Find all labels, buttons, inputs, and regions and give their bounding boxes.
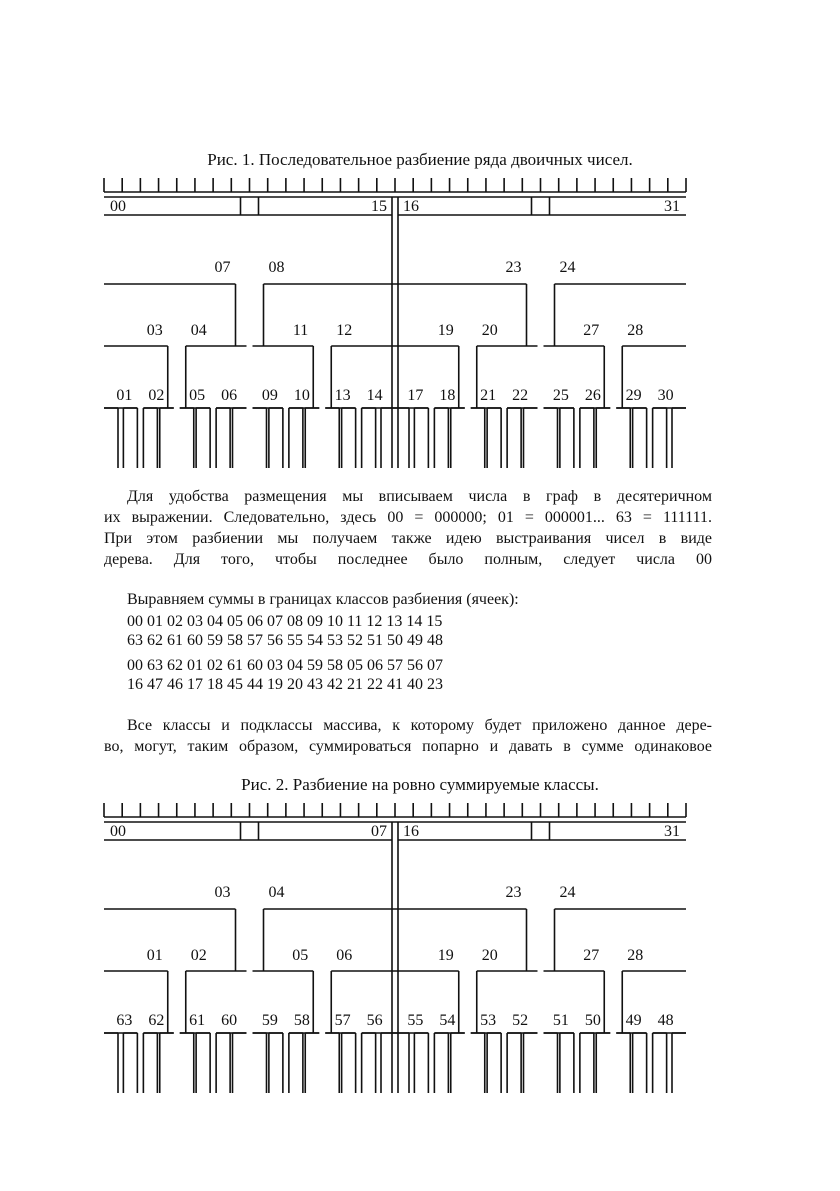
node-number-label: 29 [625, 387, 642, 404]
node-number-label: 51 [552, 1012, 569, 1029]
node-number-label: 59 [261, 1012, 278, 1029]
node-number-label: 31 [664, 198, 680, 215]
node-number-label: 24 [559, 259, 576, 276]
node-number-label: 27 [583, 322, 600, 339]
paragraph-1-line: дерева. Для того, чтобы последнее было полным, следует числа 00 [104, 551, 712, 568]
node-number-label: 20 [481, 947, 498, 964]
sequence-row: 63 62 61 60 59 58 57 56 55 54 53 52 51 50 49 48 [127, 632, 443, 649]
node-number-label: 07 [371, 823, 387, 840]
paragraph-1-line: Для удобства размещения мы вписываем числа в граф в десятеричном [127, 488, 712, 505]
node-number-label: 12 [336, 322, 353, 339]
node-number-label: 04 [190, 322, 207, 339]
node-number-label: 31 [664, 823, 680, 840]
node-number-label: 61 [189, 1012, 206, 1029]
node-number-label: 60 [221, 1012, 238, 1029]
paragraph-2 [104, 715, 712, 757]
node-number-label: 00 [110, 823, 126, 840]
node-number-label: 07 [214, 259, 231, 276]
paragraph-2-line: Все классы и подклассы массива, к которому будет приложено данное дере- [127, 717, 712, 734]
node-number-label: 03 [214, 884, 231, 901]
node-number-label: 28 [627, 947, 644, 964]
node-number-label: 18 [439, 387, 456, 404]
node-number-label: 00 [110, 198, 126, 215]
node-number-label: 23 [505, 884, 522, 901]
node-number-label: 15 [371, 198, 387, 215]
node-number-label: 10 [293, 387, 310, 404]
figure2-caption: Рис. 2. Разбиение на ровно суммируемые классы. [241, 775, 599, 794]
node-number-label: 53 [480, 1012, 497, 1029]
node-number-label: 06 [336, 947, 353, 964]
node-number-label: 03 [146, 322, 163, 339]
node-number-label: 63 [116, 1012, 133, 1029]
node-number-label: 19 [437, 947, 454, 964]
figure2-tree-diagram [0, 803, 840, 1103]
node-number-label: 16 [403, 823, 419, 840]
paragraph-2-line: во, могут, таким образом, суммироваться попарно и давать в сумме одинаковое [104, 738, 712, 755]
node-number-label: 54 [439, 1012, 456, 1029]
node-number-label: 04 [268, 884, 285, 901]
sequence-row: 16 47 46 17 18 45 44 19 20 43 42 21 22 41 40 23 [127, 676, 443, 693]
figure1-tree-diagram [0, 178, 840, 478]
node-number-label: 27 [583, 947, 600, 964]
node-number-label: 24 [559, 884, 576, 901]
figure1-caption: Рис. 1. Последовательное разбиение ряда двоичных чисел. [207, 150, 633, 169]
node-number-label: 06 [221, 387, 238, 404]
node-number-label: 30 [657, 387, 674, 404]
node-number-label: 22 [512, 387, 529, 404]
paragraph-1 [104, 486, 712, 570]
node-number-label: 23 [505, 259, 522, 276]
node-number-label: 02 [148, 387, 165, 404]
node-number-label: 62 [148, 1012, 165, 1029]
node-number-label: 49 [625, 1012, 642, 1029]
node-number-label: 05 [292, 947, 309, 964]
node-number-label: 14 [366, 387, 383, 404]
node-number-label: 25 [552, 387, 569, 404]
node-number-label: 17 [407, 387, 424, 404]
node-number-label: 58 [293, 1012, 310, 1029]
node-number-label: 09 [261, 387, 278, 404]
node-number-label: 21 [480, 387, 497, 404]
node-number-label: 55 [407, 1012, 424, 1029]
node-number-label: 20 [481, 322, 498, 339]
node-number-label: 02 [190, 947, 207, 964]
node-number-label: 05 [189, 387, 206, 404]
paragraph-1-line: При этом разбиении мы получаем также идею выстраивания чисел в виде [104, 530, 712, 547]
node-number-label: 11 [292, 322, 309, 339]
node-number-label: 01 [146, 947, 163, 964]
sequence-row: 00 01 02 03 04 05 06 07 08 09 10 11 12 13 14 15 [127, 613, 443, 630]
node-number-label: 52 [512, 1012, 529, 1029]
node-number-label: 01 [116, 387, 133, 404]
sums-heading: Выравняем суммы в границах классов разбиения (ячеек): [127, 591, 519, 608]
node-number-label: 48 [657, 1012, 674, 1029]
node-number-label: 13 [334, 387, 351, 404]
node-number-label: 26 [584, 387, 601, 404]
paragraph-1-line: их выражении. Следовательно, здесь 00 = 000000; 01 = 000001... 63 = 111111. [104, 509, 712, 526]
node-number-label: 50 [584, 1012, 601, 1029]
node-number-label: 16 [403, 198, 419, 215]
node-number-label: 08 [268, 259, 285, 276]
node-number-label: 56 [366, 1012, 383, 1029]
node-number-label: 28 [627, 322, 644, 339]
sequence-row: 00 63 62 01 02 61 60 03 04 59 58 05 06 57 56 07 [127, 657, 443, 674]
node-number-label: 19 [437, 322, 454, 339]
node-number-label: 57 [334, 1012, 351, 1029]
